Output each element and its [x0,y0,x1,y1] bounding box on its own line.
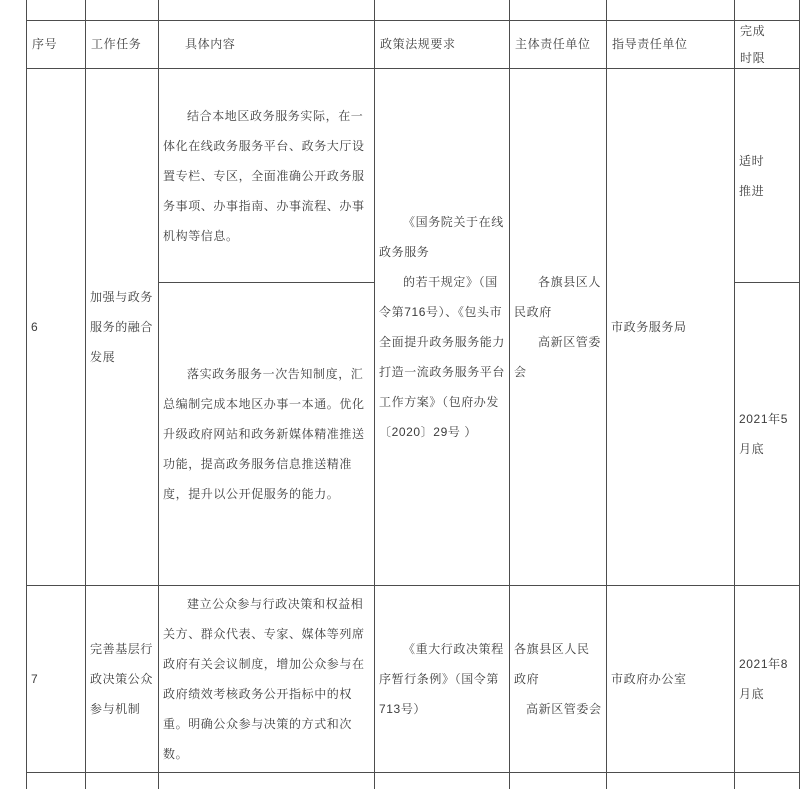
partial-cell [158,772,374,789]
row7-main-unit-cell [509,585,606,772]
partial-cell [734,772,800,789]
header-col-policy: 政策法规要求 [374,20,509,68]
row6-content-paragraph-1: 结合本地区政务服务实际，在一体化在线政务服务平台、政务大厅设置专栏、专区，全面准确公开政务服务事项、办事指南、办事流程、办事机构等信息。 [163,108,365,243]
partial-cell [85,772,158,789]
row7-main-unit-1: 各旗县区人民政府 [514,642,590,686]
header-col-content: 具体内容 [158,20,374,68]
row6-policy-cell [374,68,509,585]
partial-cell [26,772,85,789]
partial-cell [734,0,800,20]
row6-content-cell-1 [158,68,374,282]
row6-deadline-cell-2: 2021年5月底 [734,282,800,585]
row6-main-unit-1: 各旗县区人民政府 [514,275,602,319]
row6-content-paragraph-2: 落实政务服务一次告知制度，汇总编制完成本地区办事一本通。优化升级政府网站和政务新媒体精准推送功能，提高政务服务信息推送精准度，提升以公开促服务的能力。 [163,367,365,501]
row6-policy-paragraph-2: 的若干规定》（国令第716号）、《包头市全面提升政务服务能力打造一流政务服务平台工作方案》（包府办发〔2020〕29号 ） [379,275,506,439]
header-col-serial: 序号 [26,20,85,68]
row7-serial-cell: 7 [26,585,85,772]
row6-serial-cell: 6 [26,68,85,585]
row6-main-unit-2: 高新区管委会 [514,335,602,379]
partial-cell [85,0,158,20]
row6-deadline-cell-1: 适时 推进 [734,68,800,282]
row7-deadline-cell: 2021年8月底 [734,585,800,772]
row7-content-cell [158,585,374,772]
row7-main-unit-2: 高新区管委会 [526,702,602,716]
row6-content-cell-2 [158,282,374,585]
header-col-guide-unit: 指导责任单位 [606,20,734,68]
partial-cell [374,772,509,789]
partial-cell [606,0,734,20]
partial-cell [26,0,85,20]
partial-cell [374,0,509,20]
row7-guide-unit-cell: 市政府办公室 [606,585,734,772]
header-col-deadline: 完成 时限 [734,20,800,68]
row6-task-cell: 加强与政务服务的融合发展 [85,68,158,585]
partial-cell [158,0,374,20]
partial-cell [509,772,606,789]
header-col-task: 工作任务 [85,20,158,68]
partial-cell [509,0,606,20]
row7-policy-paragraph: 《重大行政决策程序暂行条例》（国令第713号） [379,642,504,716]
row6-main-unit-cell [509,68,606,585]
work-task-table [26,0,800,789]
row6-policy-paragraph-1: 《国务院关于在线政务服务 [379,215,504,259]
row7-policy-cell [374,585,509,772]
row7-content-paragraph: 建立公众参与行政决策和权益相关方、群众代表、专家、媒体等列席政府有关会议制度，增加公众参与在政府绩效考核政务公开指标中的权重。明确公众参与决策的方式和次数。 [163,597,365,761]
row7-task-cell: 完善基层行政决策公众参与机制 [85,585,158,772]
partial-cell [606,772,734,789]
row6-guide-unit-cell: 市政务服务局 [606,68,734,585]
header-col-main-unit: 主体责任单位 [509,20,606,68]
